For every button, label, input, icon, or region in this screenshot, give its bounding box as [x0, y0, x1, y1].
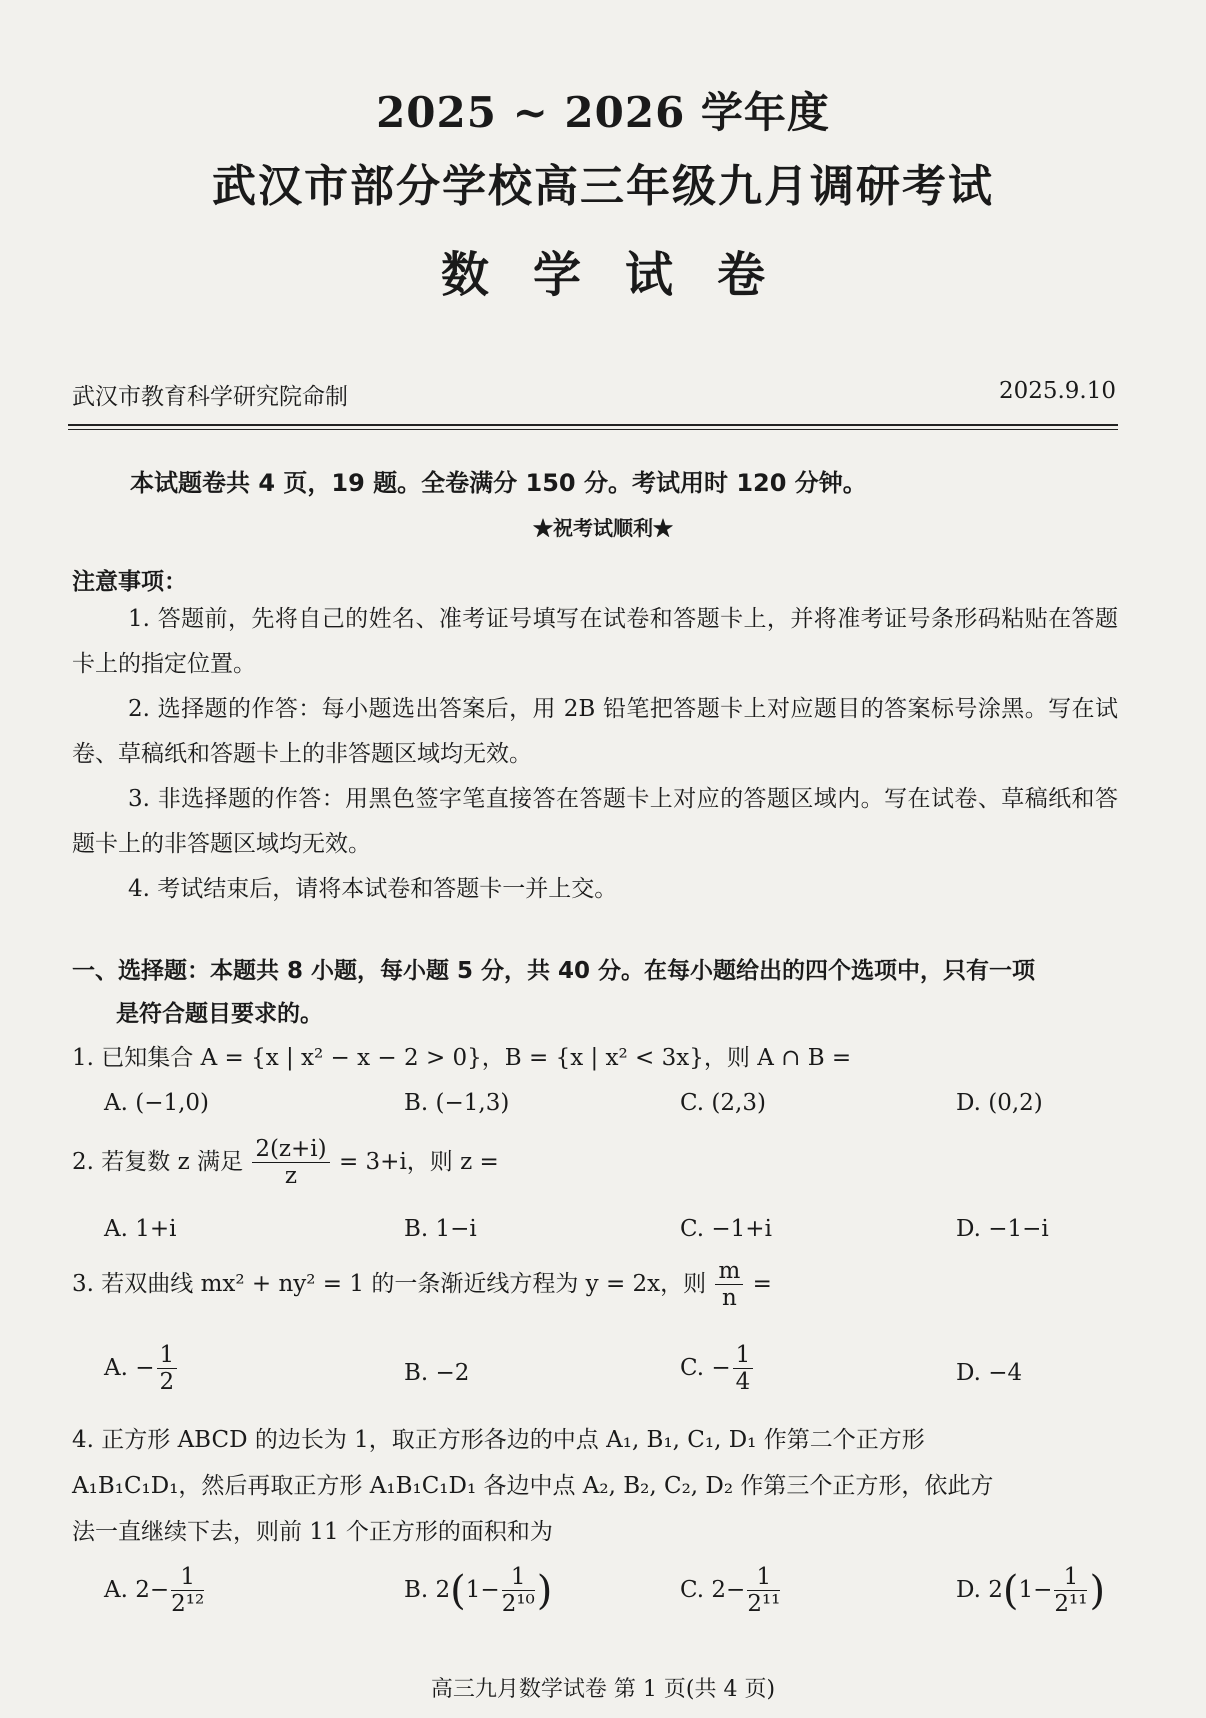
q3-stem-pre: 3. 若双曲线 mx² + ny² = 1 的一条渐近线方程为 y = 2x，则	[72, 1270, 707, 1297]
q4-option-b: B. 2(1− $\frac{1}{\text{2¹⁰}}$ )	[404, 1564, 553, 1618]
question-2-stem	[72, 1136, 1122, 1190]
q3a-num: 1	[157, 1342, 178, 1369]
subject-title: 数学试卷	[440, 247, 809, 303]
q4d-den: 2¹¹	[1054, 1591, 1088, 1618]
exam-info: 本试题卷共 4 页，19 题。全卷满分 150 分。考试用时 120 分钟。	[130, 469, 867, 497]
header-divider-thin	[68, 429, 1118, 430]
question-4-stem-line1: 4. 正方形 ABCD 的边长为 1，取正方形各边的中点 A₁, B₁, C₁, D₁ 作第二个正方形	[72, 1427, 925, 1453]
q2-fraction	[252, 1136, 329, 1190]
q4b-num: 1	[502, 1564, 535, 1591]
q4-option-a	[104, 1564, 206, 1618]
q1-option-b: B. (−1,3)	[404, 1090, 510, 1116]
q3c-den: 4	[735, 1369, 751, 1396]
q1-option-a: A. (−1,0)	[104, 1090, 210, 1116]
q3-option-c	[680, 1342, 755, 1396]
q3-option-d: D. −4	[956, 1360, 1023, 1386]
q2-option-d: D. −1−i	[956, 1216, 1049, 1242]
q4c-label: C. 2−	[680, 1576, 746, 1603]
q4-option-c	[680, 1564, 782, 1618]
q4b-inner: 1−	[465, 1576, 500, 1603]
q4d-num: 1	[1054, 1564, 1087, 1591]
exam-year: 2025 ~ 2026 学年度	[376, 88, 830, 137]
blessing: ★祝考试顺利★	[533, 516, 673, 540]
q3-stem-post: =	[752, 1270, 772, 1297]
note-item: 4. 考试结束后，请将本试卷和答题卡一并上交。	[128, 876, 618, 902]
q2-option-b: B. 1−i	[404, 1216, 477, 1242]
note-item: 1. 答题前，先将自己的姓名、准考证号填写在试卷和答题卡上，并将准考证号条形码粘贴在答题卡上的指定位置。	[72, 606, 1118, 677]
q4d-inner: 1−	[1018, 1576, 1053, 1603]
q2-frac-num: 2(z+i)	[252, 1136, 329, 1163]
q3-fraction	[715, 1258, 743, 1312]
q4b-den: 2¹⁰	[501, 1591, 535, 1618]
q4a-label: A. 2−	[104, 1576, 170, 1603]
q4a-den: 2¹²	[171, 1591, 205, 1618]
q4a-num: 1	[171, 1564, 204, 1591]
note-item: 2. 选择题的作答：每小题选出答案后，用 2B 铅笔把答题卡上对应题目的答案标号涂黑。写在试卷、草稿纸和答题卡上的非答题区域均无效。	[72, 696, 1118, 767]
issuing-org: 武汉市教育科学研究院命制	[72, 384, 348, 410]
exam-date: 2025.9.10	[998, 378, 1116, 404]
notes-heading: 注意事项：	[72, 569, 187, 595]
section-heading: 一、选择题：本题共 8 小题，每小题 5 分，共 40 分。在每小题给出的四个选项中，只有一项	[72, 958, 1036, 984]
q2-stem-post: = 3+i，则 z =	[338, 1148, 499, 1175]
question-4-stem-line2: A₁B₁C₁D₁，然后再取正方形 A₁B₁C₁D₁ 各边中点 A₂, B₂, C₂, D₂ 作第三个正方形，依此方	[72, 1473, 994, 1499]
q3-option-b: B. −2	[404, 1360, 470, 1386]
q3c-num: 1	[733, 1342, 754, 1369]
q2-option-c: C. −1+i	[680, 1216, 772, 1242]
page-footer: 高三九月数学试卷 第 1 页(共 4 页)	[430, 1677, 776, 1702]
q3-option-a-label: A. −	[104, 1354, 155, 1381]
q3-option-a	[104, 1342, 179, 1396]
q4c-num: 1	[747, 1564, 780, 1591]
question-1-stem: 1. 已知集合 A = {x | x² − x − 2 > 0}，B = {x | x² < 3x}，则 A ∩ B =	[72, 1045, 852, 1071]
note-item: 3. 非选择题的作答：用黑色签字笔直接答在答题卡上对应的答题区域内。写在试卷、草稿纸和答题卡上的非答题区域均无效。	[72, 786, 1118, 857]
q3-frac-den: n	[721, 1285, 737, 1312]
q3a-den: 2	[159, 1369, 175, 1396]
q1-option-d: D. (0,2)	[956, 1090, 1043, 1116]
section-heading-cont: 是符合题目要求的。	[116, 1001, 323, 1027]
q2-frac-den: z	[284, 1163, 298, 1190]
q4b-label: B. 2	[404, 1576, 451, 1603]
question-4-stem-line3: 法一直继续下去，则前 11 个正方形的面积和为	[72, 1519, 553, 1545]
q3-frac-num: m	[715, 1258, 743, 1285]
q3-option-c-label: C. −	[680, 1354, 731, 1381]
exam-name: 武汉市部分学校高三年级九月调研考试	[212, 161, 994, 212]
q1-option-c: C. (2,3)	[680, 1090, 766, 1116]
q2-stem-pre: 2. 若复数 z 满足	[72, 1148, 243, 1175]
question-3-stem	[72, 1258, 1122, 1312]
q4d-label: D. 2	[956, 1576, 1003, 1603]
q4-option-d: D. 2(1− $\frac{1}{\text{2¹¹}}$ )	[956, 1564, 1106, 1618]
q2-option-a: A. 1+i	[104, 1216, 177, 1242]
q4c-den: 2¹¹	[747, 1591, 781, 1618]
header-divider	[68, 424, 1118, 426]
